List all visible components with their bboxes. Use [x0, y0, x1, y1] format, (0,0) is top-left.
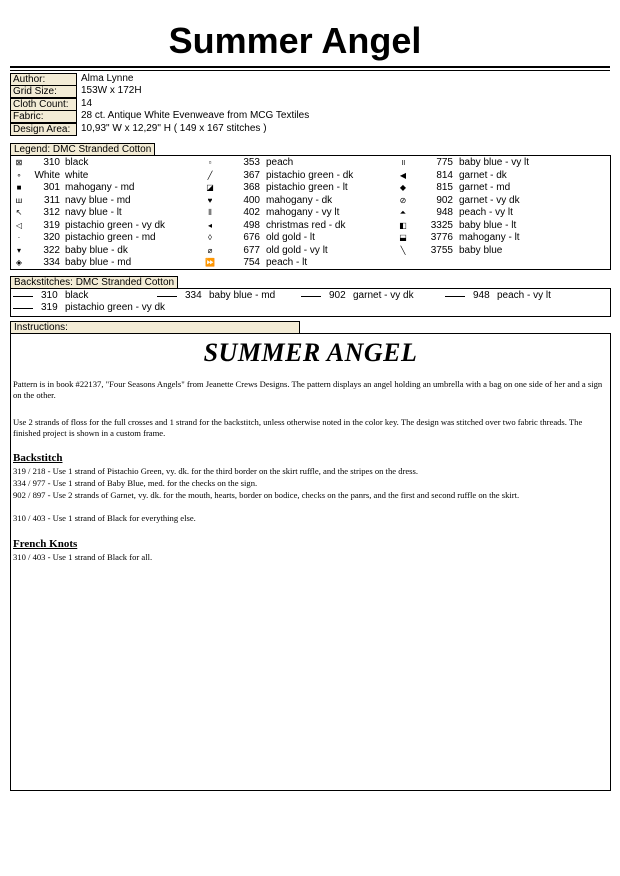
legend-name: black: [65, 157, 89, 168]
legend-row: [204, 195, 394, 208]
instructions-heading: SUMMER ANGEL: [203, 338, 418, 367]
legend-row: [204, 157, 394, 170]
backstitch-box: [10, 288, 611, 317]
instructions-label: Instructions:: [10, 321, 300, 334]
legend-symbol-icon: ◁: [15, 220, 23, 230]
legend-row: [204, 220, 394, 233]
info-label: Design Area:: [10, 123, 77, 136]
legend-code: 948: [436, 207, 453, 218]
info-value: 28 ct. Antique White Evenweave from MCG Textiles: [81, 110, 310, 122]
legend-code: 814: [436, 169, 453, 181]
french-knots-line: 310 / 403 - Use 1 strand of Black for all.: [13, 552, 153, 562]
legend-name: peach - vy lt: [459, 207, 513, 218]
legend-symbol-icon: ш: [15, 195, 23, 205]
legend-symbol-icon: ╲: [400, 245, 406, 255]
legend-code: 498: [243, 219, 260, 231]
backstitch-line-icon: [445, 296, 465, 297]
title-rule-thin: [10, 70, 610, 71]
legend-name: navy blue - md: [65, 194, 131, 206]
legend-row: [13, 232, 203, 245]
french-knots-heading: French Knots: [13, 538, 78, 550]
legend-code: 367: [243, 169, 260, 181]
legend-symbol-icon: ⊘: [399, 195, 407, 205]
backstitch-heading: Backstitch: [13, 452, 63, 464]
legend-name: peach - lt: [266, 257, 308, 268]
legend-box: [10, 155, 611, 270]
legend-row: [397, 182, 607, 195]
backstitch-name: baby blue - md: [209, 290, 276, 301]
backstitch-code: 334: [185, 290, 202, 301]
legend-name: pistachio green - lt: [266, 182, 348, 193]
legend-symbol-icon: ◈: [15, 258, 23, 267]
legend-symbol-icon: ◆: [399, 183, 407, 192]
legend-code: 3776: [430, 232, 453, 243]
legend-code: 677: [243, 244, 260, 256]
legend-row: [397, 207, 607, 220]
legend-name: old gold - vy lt: [266, 244, 328, 256]
info-value: 10,93" W x 12,29" H ( 149 x 167 stitches ): [81, 122, 267, 134]
legend-row: [397, 157, 607, 170]
info-label: Grid Size:: [10, 85, 77, 98]
legend-code: 3755: [430, 244, 453, 256]
backstitch-code: 310: [41, 290, 58, 301]
legend-code: 320: [43, 232, 60, 243]
info-value: 14: [81, 97, 93, 109]
legend-code: 775: [436, 157, 453, 168]
legend-name: mahogany - lt: [459, 232, 520, 243]
legend-code: 334: [43, 257, 60, 268]
legend-name: pistachio green - dk: [266, 169, 354, 181]
legend-symbol-icon: ·: [17, 233, 21, 242]
legend-symbol-icon: ⬓: [399, 233, 407, 242]
legend-row: [13, 195, 203, 208]
legend-symbol-icon: ◊: [208, 233, 212, 242]
legend-code: 815: [436, 182, 453, 193]
title-rule: [10, 66, 610, 68]
backstitch-line: 902 / 897 - Use 2 strands of Garnet, vy. dk. for the mouth, hearts, border on bodice, checks on the panrs, and the first and second ruffle on the skirt.: [13, 490, 520, 500]
legend-name: garnet - md: [459, 182, 511, 193]
legend-row: [13, 207, 203, 220]
legend-name: mahogany - dk: [266, 194, 333, 206]
backstitch-line-icon: [301, 296, 321, 297]
legend-symbol-icon: ⌀: [207, 245, 213, 255]
info-value: 153W x 172H: [81, 85, 142, 97]
legend-symbol-icon: ⏶: [399, 208, 407, 217]
legend-symbol-icon: ◧: [399, 220, 407, 230]
legend-code: 311: [44, 194, 60, 206]
backstitch-line-icon: [13, 308, 33, 309]
legend-label: Legend: DMC Stranded Cotton: [10, 143, 155, 156]
legend-name: christmas red - dk: [266, 219, 346, 231]
instructions-box: [10, 333, 611, 791]
legend-name: old gold - lt: [266, 232, 315, 243]
legend-code: 400: [243, 194, 260, 206]
legend-name: mahogany - md: [65, 182, 135, 193]
legend-code: 3325: [430, 219, 453, 231]
legend-symbol-icon: ↖: [15, 208, 23, 217]
legend-code: 368: [243, 182, 260, 193]
legend-name: white: [65, 169, 89, 181]
legend-code: 322: [43, 244, 60, 256]
legend-row: [397, 220, 607, 233]
legend-name: pistachio green - vy dk: [65, 219, 166, 231]
legend-symbol-icon: ▾: [16, 245, 21, 255]
instructions-paragraph: Pattern is in book #22137, "Four Seasons Angels" from Jeanette Crews Designs. The pattern displays an angel holding an umbrella with a bag on one side of her and a sign on the other.: [13, 379, 603, 401]
info-label: Author:: [10, 73, 77, 86]
backstitch-line: 334 / 977 - Use 1 strand of Baby Blue, med. for the checks on the sign.: [13, 478, 258, 488]
legend-code: 301: [43, 182, 60, 193]
legend-row: [204, 257, 394, 270]
backstitch-line-icon: [157, 296, 177, 297]
instructions-paragraph: Use 2 strands of floss for the full crosses and 1 strand for the backstitch, unless otherwise noted in the color key. The design was stitched over two fabric threads. The finished project is shown in a custom frame.: [13, 417, 583, 439]
legend-column-2: [204, 157, 394, 270]
legend-symbol-icon: ◂: [207, 220, 212, 230]
backstitch-code: 902: [329, 290, 346, 301]
legend-name: baby blue - md: [65, 257, 132, 268]
page-title: Summer Angel: [168, 20, 422, 61]
legend-row: [397, 195, 607, 208]
backstitch-name: pistachio green - vy dk: [65, 302, 166, 313]
legend-row: [397, 232, 607, 245]
legend-name: navy blue - lt: [65, 207, 122, 218]
legend-symbol-icon: ♥: [207, 195, 213, 205]
info-value: Alma Lynne: [81, 73, 134, 84]
info-label: Fabric:: [10, 110, 77, 123]
legend-row: [13, 257, 203, 270]
legend-name: pistachio green - md: [65, 232, 156, 243]
backstitch-code: 319: [41, 302, 58, 313]
legend-column-1: [13, 157, 203, 270]
legend-code: 754: [243, 257, 260, 268]
legend-name: mahogany - vy lt: [266, 207, 340, 218]
backstitch-name: peach - vy lt: [497, 290, 551, 301]
legend-row: [13, 245, 203, 258]
legend-symbol-icon: ∘: [16, 170, 22, 180]
legend-code: 310: [43, 157, 60, 168]
legend-row: [204, 232, 394, 245]
legend-symbol-icon: ◪: [206, 183, 214, 192]
legend-name: baby blue - dk: [65, 244, 128, 256]
legend-row: [397, 170, 607, 183]
legend-symbol-icon: ⏩: [205, 258, 215, 267]
legend-name: garnet - dk: [459, 169, 507, 181]
legend-code: 402: [243, 207, 260, 218]
legend-code: 312: [43, 207, 60, 218]
legend-symbol-icon: ⦀: [208, 208, 212, 217]
legend-symbol-icon: ▫: [208, 158, 212, 167]
legend-symbol-icon: ◀: [399, 170, 407, 180]
legend-row: [13, 220, 203, 233]
legend-column-3: [397, 157, 607, 257]
legend-code: 353: [243, 157, 260, 168]
backstitch-code: 948: [473, 290, 490, 301]
legend-symbol-icon: ╱: [207, 170, 213, 180]
info-label: Cloth Count:: [10, 98, 77, 111]
legend-row: [13, 182, 203, 195]
legend-symbol-icon: ⊠: [15, 158, 23, 167]
legend-row: [204, 182, 394, 195]
legend-name: baby blue: [459, 244, 503, 256]
legend-code: 319: [43, 219, 60, 231]
legend-row: [397, 245, 607, 258]
legend-name: garnet - vy dk: [459, 194, 520, 206]
backstitch-name: garnet - vy dk: [353, 290, 414, 301]
legend-row: [204, 245, 394, 258]
backstitch-line: 319 / 218 - Use 1 strand of Pistachio Green, vy. dk. for the third border on the skirt ruffle, and the stripes on the dress.: [13, 466, 419, 476]
backstitch-line: 310 / 403 - Use 1 strand of Black for everything else.: [13, 513, 196, 523]
legend-name: baby blue - lt: [459, 219, 517, 231]
legend-name: baby blue - vy lt: [459, 157, 530, 168]
legend-code: White: [34, 169, 60, 181]
legend-row: [13, 157, 203, 170]
legend-name: peach: [266, 157, 294, 168]
legend-code: 902: [436, 194, 453, 206]
backstitch-line-icon: [13, 296, 33, 297]
legend-row: [204, 207, 394, 220]
legend-code: 676: [243, 232, 260, 243]
backstitch-name: black: [65, 290, 89, 301]
legend-symbol-icon: ॥: [400, 158, 406, 167]
backstitch-label: Backstitches: DMC Stranded Cotton: [10, 276, 178, 289]
legend-row: [13, 170, 203, 183]
legend-symbol-icon: ■: [16, 183, 22, 192]
legend-row: [204, 170, 394, 183]
